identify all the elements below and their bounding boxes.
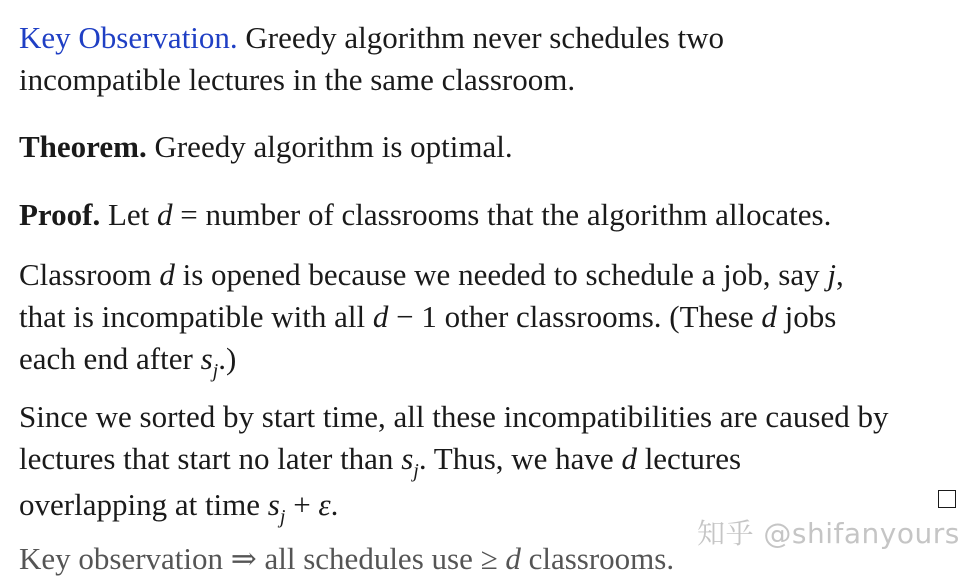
classroom-paragraph xyxy=(19,254,844,384)
math-var-s: s xyxy=(200,341,213,376)
text: , xyxy=(835,257,844,292)
math-var-s: s xyxy=(401,441,414,476)
math-subscript-j: j xyxy=(212,360,219,382)
text: is opened because we needed to schedule a job, say xyxy=(174,257,828,292)
text: − 1 other classrooms. (These xyxy=(388,299,762,334)
math-subscript-j: j xyxy=(279,506,286,528)
key-observation-label: Key Observation. xyxy=(19,20,238,55)
key-observation-text-line1: Greedy algorithm never schedules two xyxy=(237,20,725,55)
math-var-d: d xyxy=(621,441,637,476)
math-var-epsilon: ε xyxy=(318,487,331,522)
theorem-label: Theorem. xyxy=(19,129,147,164)
math-var-d: d xyxy=(372,299,389,334)
text: Since we sorted by start time, all these incompatibilities are caused by xyxy=(19,399,889,434)
text: . xyxy=(330,487,339,522)
conclusion-paragraph xyxy=(19,538,674,576)
theorem-text: Greedy algorithm is optimal. xyxy=(146,129,513,164)
text: + xyxy=(285,487,319,522)
proof-text: Let xyxy=(100,197,158,232)
proof-paragraph xyxy=(19,194,831,236)
theorem-paragraph xyxy=(19,126,513,168)
math-var-d: d xyxy=(159,257,175,292)
watermark: 知乎 @shifanyours xyxy=(697,517,960,550)
key-observation-paragraph xyxy=(19,17,724,101)
key-observation-text-line2: incompatible lectures in the same classroom. xyxy=(19,62,576,97)
text: that is incompatible with all xyxy=(19,299,373,334)
text: each end after xyxy=(19,341,201,376)
text: jobs xyxy=(776,299,837,334)
text: lectures xyxy=(636,441,742,476)
math-var-d: d xyxy=(505,541,521,576)
math-var-s: s xyxy=(267,487,280,522)
qed-box-icon xyxy=(938,490,956,508)
math-subscript-j: j xyxy=(413,460,419,482)
math-var-d: d xyxy=(157,197,173,232)
sorted-paragraph xyxy=(19,396,888,530)
text: lectures that start no later than xyxy=(19,441,402,476)
proof-text-rest: = number of classrooms that the algorithm allocates. xyxy=(172,197,832,232)
math-var-j: j xyxy=(827,257,836,292)
text: .) xyxy=(218,341,237,376)
text: Classroom xyxy=(19,257,160,292)
math-var-d: d xyxy=(761,299,777,334)
proof-label: Proof. xyxy=(19,197,101,232)
text: Key observation ⇒ all schedules use ≥ xyxy=(19,541,506,576)
text: . Thus, we have xyxy=(418,441,622,476)
text: overlapping at time xyxy=(19,487,268,522)
text: classrooms. xyxy=(520,541,675,576)
